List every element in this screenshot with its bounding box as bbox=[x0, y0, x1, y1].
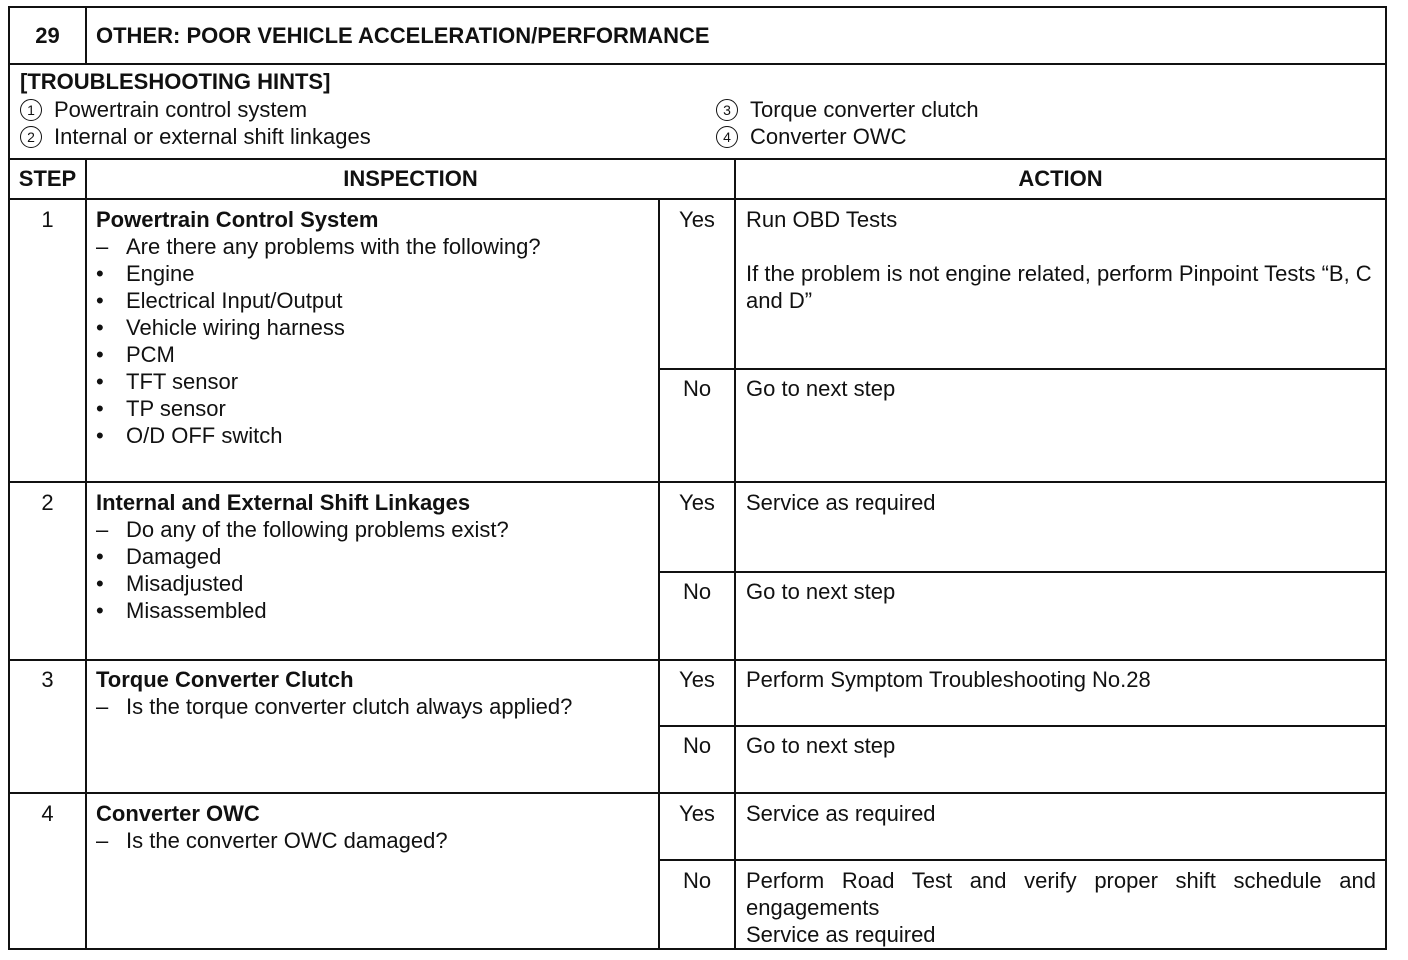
inspection-bullet bbox=[96, 422, 541, 449]
action-line: Service as required bbox=[746, 922, 936, 947]
hint-text: Internal or external shift linkages bbox=[54, 124, 371, 149]
yes-label: Yes bbox=[679, 207, 715, 232]
bullet-marker: • bbox=[96, 261, 104, 286]
action-line: Service as required bbox=[746, 490, 936, 515]
inspection-bullet bbox=[96, 543, 509, 570]
dash-marker: – bbox=[96, 234, 109, 259]
bullet-marker: • bbox=[96, 571, 104, 596]
bullet-marker: • bbox=[96, 288, 104, 313]
rule-step2-yesno bbox=[659, 571, 1385, 573]
bullet-text: Vehicle wiring harness bbox=[126, 315, 345, 340]
bullet-text: Engine bbox=[126, 261, 195, 286]
hint-text: Torque converter clutch bbox=[750, 97, 979, 122]
action-line: Go to next step bbox=[746, 376, 896, 401]
yes-action bbox=[746, 489, 1376, 516]
hint-text: Converter OWC bbox=[750, 124, 907, 149]
inspection-block bbox=[96, 489, 509, 624]
question-text: Is the converter OWC damaged? bbox=[126, 828, 448, 853]
bullet-marker: • bbox=[96, 423, 104, 448]
inspection-bullet bbox=[96, 395, 541, 422]
rule-yesno-column bbox=[658, 198, 660, 948]
bullet-text: Electrical Input/Output bbox=[126, 288, 343, 313]
circled-number: 3 bbox=[716, 99, 738, 121]
action-line: Perform Road Test and verify proper shift schedule and engagements bbox=[746, 868, 1376, 920]
circled-number: 4 bbox=[716, 126, 738, 148]
inspection-question bbox=[96, 233, 541, 260]
bullet-marker: • bbox=[96, 342, 104, 367]
column-header-inspection: INSPECTION bbox=[343, 166, 478, 191]
hint-item bbox=[20, 96, 307, 123]
inspection-block bbox=[96, 666, 572, 720]
inspection-bullet bbox=[96, 368, 541, 395]
question-text: Is the torque converter clutch always applied? bbox=[126, 694, 573, 719]
no-label: No bbox=[682, 579, 712, 604]
hint-item bbox=[716, 123, 906, 150]
rule-action-column bbox=[734, 158, 736, 948]
action-line: If the problem is not engine related, perform Pinpoint Tests “B, C and D” bbox=[746, 261, 1372, 313]
step-number: 3 bbox=[41, 667, 54, 692]
step-number: 4 bbox=[41, 801, 54, 826]
inspection-question bbox=[96, 693, 572, 720]
dash-marker: – bbox=[96, 694, 109, 719]
inspection-block bbox=[96, 800, 448, 854]
no-action bbox=[746, 732, 1376, 759]
no-label: No bbox=[682, 868, 712, 893]
question-text: Do any of the following problems exist? bbox=[126, 517, 509, 542]
inspection-bullet bbox=[96, 260, 541, 287]
inspection-block bbox=[96, 206, 541, 449]
inspection-title: Torque Converter Clutch bbox=[96, 667, 354, 692]
symptom-number: 29 bbox=[35, 23, 60, 48]
rule-step1-yesno bbox=[659, 368, 1385, 370]
inspection-title: Internal and External Shift Linkages bbox=[96, 490, 471, 515]
bullet-text: Misadjusted bbox=[126, 571, 244, 596]
no-action bbox=[746, 375, 1376, 402]
bullet-text: PCM bbox=[126, 342, 175, 367]
question-text: Are there any problems with the following? bbox=[126, 234, 541, 259]
bullet-text: TFT sensor bbox=[126, 369, 239, 394]
step-number: 1 bbox=[41, 207, 54, 232]
rule-step3-yesno bbox=[659, 725, 1385, 727]
rule-columns bbox=[10, 198, 1385, 200]
bullet-marker: • bbox=[96, 396, 104, 421]
no-label: No bbox=[682, 376, 712, 401]
bullet-text: Misassembled bbox=[126, 598, 267, 623]
inspection-bullet bbox=[96, 570, 509, 597]
no-action bbox=[746, 578, 1376, 605]
rule-header bbox=[10, 63, 1385, 65]
inspection-bullet bbox=[96, 597, 509, 624]
dash-marker: – bbox=[96, 828, 109, 853]
action-line: Perform Symptom Troubleshooting No.28 bbox=[746, 667, 1151, 692]
hint-item bbox=[20, 123, 371, 150]
rule-step1-end bbox=[10, 481, 1385, 483]
circled-number: 1 bbox=[20, 99, 42, 121]
action-line: Run OBD Tests bbox=[746, 207, 898, 232]
step-number: 2 bbox=[41, 490, 54, 515]
action-line: Go to next step bbox=[746, 733, 896, 758]
rule-step-column bbox=[85, 158, 87, 948]
bullet-marker: • bbox=[96, 598, 104, 623]
rule-step3-end bbox=[10, 792, 1385, 794]
action-line: Go to next step bbox=[746, 579, 896, 604]
rule-step-column bbox=[85, 8, 87, 63]
hint-item bbox=[716, 96, 979, 123]
bullet-marker: • bbox=[96, 315, 104, 340]
bullet-marker: • bbox=[96, 544, 104, 569]
dash-marker: – bbox=[96, 517, 109, 542]
rule-step4-yesno bbox=[659, 859, 1385, 861]
rule-step2-end bbox=[10, 659, 1385, 661]
inspection-bullet bbox=[96, 287, 541, 314]
no-action bbox=[746, 867, 1376, 948]
bullet-text: TP sensor bbox=[126, 396, 226, 421]
bullet-text: Damaged bbox=[126, 544, 222, 569]
bullet-text: O/D OFF switch bbox=[126, 423, 283, 448]
no-label: No bbox=[682, 733, 712, 758]
yes-action bbox=[746, 666, 1376, 693]
yes-label: Yes bbox=[679, 667, 715, 692]
column-header-step: STEP bbox=[18, 166, 77, 191]
hint-text: Powertrain control system bbox=[54, 97, 308, 122]
inspection-question bbox=[96, 827, 448, 854]
column-header-action: ACTION bbox=[1018, 166, 1103, 191]
circled-number: 2 bbox=[20, 126, 42, 148]
inspection-bullet bbox=[96, 314, 541, 341]
inspection-title: Converter OWC bbox=[96, 801, 260, 826]
yes-label: Yes bbox=[679, 490, 715, 515]
yes-action bbox=[746, 800, 1376, 827]
inspection-question bbox=[96, 516, 509, 543]
inspection-bullet bbox=[96, 341, 541, 368]
bullet-marker: • bbox=[96, 369, 104, 394]
action-line: Service as required bbox=[746, 801, 936, 826]
yes-action bbox=[746, 206, 1376, 314]
rule-hints bbox=[10, 158, 1385, 160]
troubleshooting-table bbox=[8, 6, 1387, 950]
inspection-title: Powertrain Control System bbox=[96, 207, 379, 232]
hints-title: [TROUBLESHOOTING HINTS] bbox=[20, 69, 331, 94]
symptom-title: OTHER: POOR VEHICLE ACCELERATION/PERFORMANCE bbox=[96, 23, 710, 48]
yes-label: Yes bbox=[679, 801, 715, 826]
